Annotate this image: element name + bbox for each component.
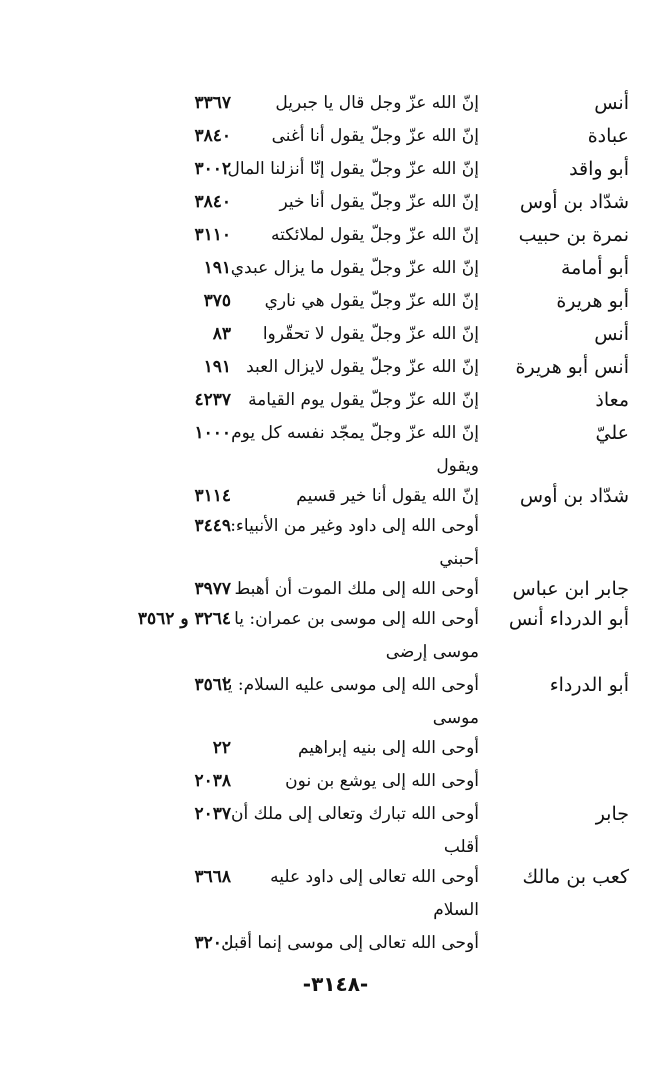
narrator-name: أبو أمامة	[560, 257, 629, 279]
hadith-number: ٤٢٣٧	[194, 390, 231, 410]
hadith-number: ٣٥٦٢	[194, 675, 231, 695]
index-entry	[0, 672, 671, 728]
index-entry	[0, 387, 671, 419]
hadith-opening: إنّ الله يقول أنا خير قسيم	[296, 486, 479, 506]
index-entry	[0, 735, 671, 767]
narrator-name: عبادة	[587, 125, 629, 147]
hadith-opening: أوحى الله إلى موسى بن عمران: يا	[234, 609, 479, 629]
hadith-number: ٨٣	[212, 324, 231, 344]
narrator-name: معاذ	[595, 389, 629, 411]
hadith-opening: إنّ الله عزّ وجلّ يمجّد نفسه كل يوم	[231, 423, 479, 443]
hadith-number: ٣٢٠٠	[194, 933, 231, 953]
hadith-continuation: السلام	[433, 900, 479, 920]
index-entry	[0, 222, 671, 254]
narrator-name: أبو هريرة	[556, 290, 629, 312]
index-entry	[0, 90, 671, 122]
index-entry	[0, 255, 671, 287]
narrator-name: جابر	[595, 803, 629, 825]
hadith-number: ٣٤٤٩	[194, 516, 231, 536]
hadith-number: ٢٠٣٧	[194, 804, 231, 824]
hadith-opening: أوحى الله تعالى إلى موسى إنما أقبل	[221, 933, 479, 953]
narrator-name: أنس	[594, 92, 629, 114]
hadith-opening: أوحى الله إلى ملك الموت أن أهبط	[234, 579, 479, 599]
hadith-opening: أوحى الله إلى داود وغير من الأنبياء:	[230, 516, 479, 536]
hadith-number: ٣٣٦٧	[194, 93, 231, 113]
hadith-number: ١٠٠٠	[194, 423, 231, 443]
hadith-continuation: أحبني	[439, 549, 479, 569]
hadith-number: ١٩١	[203, 357, 231, 377]
hadith-opening: أوحى الله تبارك وتعالى إلى ملك أن	[231, 804, 479, 824]
index-entry	[0, 513, 671, 569]
narrator-name: أبو الدرداء أنس	[508, 608, 629, 630]
hadith-number: ٣١١٤	[194, 486, 231, 506]
hadith-number: ١٩١	[203, 258, 231, 278]
narrator-name: أنس أبو هريرة	[515, 356, 629, 378]
index-entry	[0, 354, 671, 386]
index-entry	[0, 576, 671, 608]
hadith-number: ٣١١٠	[194, 225, 231, 245]
narrator-name: شدّاد بن أوس	[519, 485, 629, 507]
hadith-opening: أوحى الله إلى موسى عليه السلام: يا	[222, 675, 479, 695]
hadith-number: ٢٢	[212, 738, 231, 758]
index-entry	[0, 768, 671, 800]
hadith-number: ٢٠٣٨	[194, 771, 231, 791]
hadith-opening: أوحى الله إلى بنيه إبراهيم	[297, 738, 479, 758]
index-entry	[0, 123, 671, 155]
hadith-opening: إنّ الله عزّ وجلّ يقول ما يزال عبدي	[230, 258, 479, 278]
index-entry	[0, 606, 671, 662]
hadith-opening: إنّ الله عزّ وجل قال يا جبريل	[275, 93, 479, 113]
index-entry	[0, 156, 671, 188]
hadith-continuation: موسى	[432, 708, 479, 728]
hadith-number: ٣٨٤٠	[194, 192, 231, 212]
hadith-continuation: ويقول	[436, 456, 479, 476]
hadith-opening: إنّ الله عزّ وجلّ يقول يوم القيامة	[248, 390, 479, 410]
hadith-opening: إنّ الله عزّ وجلّ يقول أنا أغنى	[271, 126, 479, 146]
index-entry	[0, 420, 671, 476]
narrator-name: أنس	[594, 323, 629, 345]
hadith-opening: إنّ الله عزّ وجلّ يقول أنا خير	[279, 192, 479, 212]
hadith-continuation: أقلب	[443, 837, 479, 857]
hadith-opening: أوحى الله إلى يوشع بن نون	[285, 771, 479, 791]
narrator-name: كعب بن مالك	[522, 866, 629, 888]
index-entry	[0, 321, 671, 353]
index-entry	[0, 189, 671, 221]
hadith-number: ٣٨٤٠	[194, 126, 231, 146]
index-entry	[0, 288, 671, 320]
narrator-name: نمرة بن حبيب	[518, 224, 629, 246]
narrator-name: شدّاد بن أوس	[519, 191, 629, 213]
page-number: -٣١٤٨-	[302, 972, 369, 996]
hadith-opening: إنّ الله عزّ وجلّ يقول هي ناري	[264, 291, 479, 311]
index-entry	[0, 864, 671, 920]
hadith-opening: أوحى الله تعالى إلى داود عليه	[270, 867, 479, 887]
index-entry	[0, 930, 671, 962]
index-entry	[0, 483, 671, 515]
hadith-number: ٣٩٧٧	[194, 579, 231, 599]
hadith-opening: إنّ الله عزّ وجلّ يقول لايزال العبد	[246, 357, 479, 377]
narrator-name: أبو واقد	[569, 158, 629, 180]
narrator-name: أبو الدرداء	[549, 674, 629, 696]
hadith-number: ٣٢٦٤ و ٣٥٦٢	[137, 609, 231, 629]
narrator-name: جابر ابن عباس	[512, 578, 629, 600]
hadith-number: ٣٧٥	[203, 291, 231, 311]
index-entry	[0, 801, 671, 857]
narrator-name: عليّ	[595, 422, 629, 444]
hadith-opening: إنّ الله عزّ وجلّ يقول إنّا أنزلنا المال	[227, 159, 479, 179]
hadith-number: ٣٦٦٨	[194, 867, 231, 887]
hadith-opening: إنّ الله عزّ وجلّ يقول لا تحقّروا	[262, 324, 479, 344]
hadith-continuation: موسى إرضى	[385, 642, 479, 662]
hadith-number: ٣٠٠٢	[194, 159, 231, 179]
hadith-opening: إنّ الله عزّ وجلّ يقول لملائكته	[271, 225, 479, 245]
